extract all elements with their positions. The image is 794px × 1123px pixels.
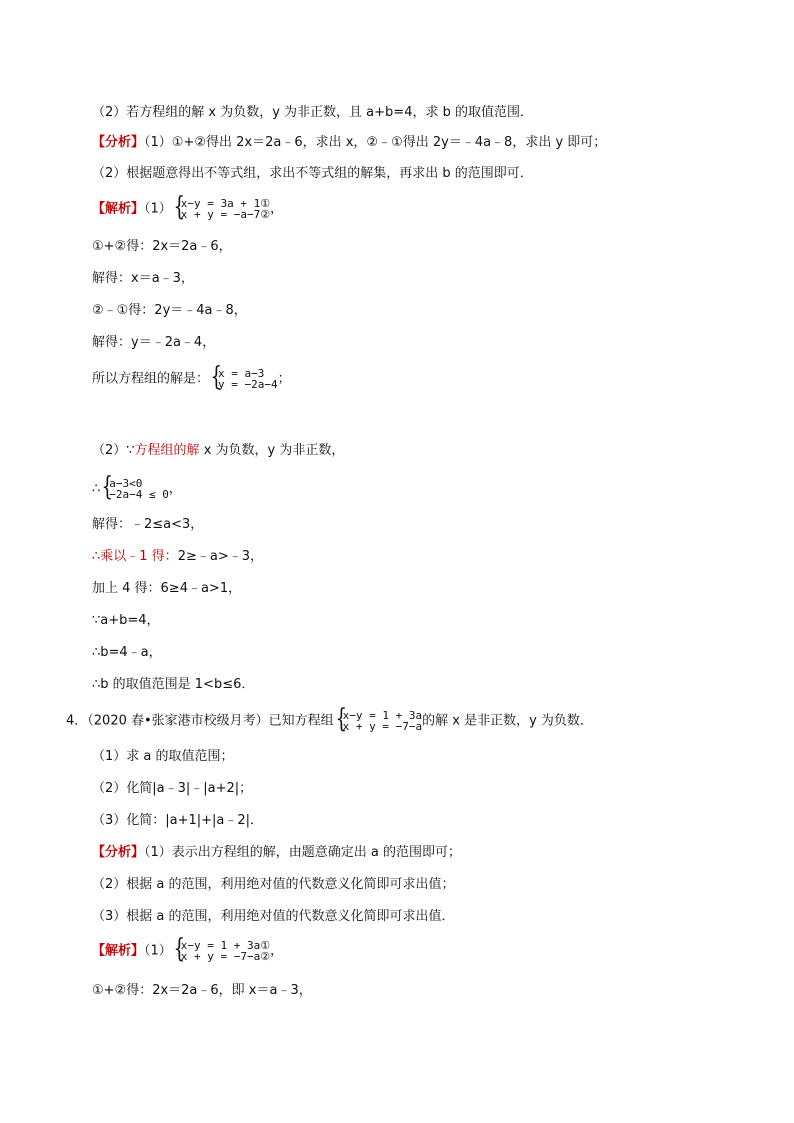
step-b-range: ∴b 的取值范围是 1<b≤6．: [92, 677, 255, 692]
step-solve-y: 解得：y＝﹣2a﹣4，: [92, 335, 216, 350]
solution-system-1: 【解析】（1） { x−y = 3a + 1① x + y = −a−7② ，: [92, 198, 283, 220]
step-solve-x: 解得：x＝a﹣3，: [92, 271, 194, 286]
analysis-line-1: 【分析】（1）①+②得出 2x＝2a﹣6，求出 x，②﹣①得出 2y＝﹣4a﹣8，求出 y 即可；: [92, 135, 607, 150]
analysis4-line-1: 【分析】（1）表示出方程组的解，由题意确定出 a 的范围即可；: [92, 845, 462, 860]
step-b-expression: ∴b=4﹣a，: [92, 645, 162, 660]
step-add-equations: ①+②得：2x＝2a﹣6，: [92, 239, 232, 254]
analysis4-line-3: （3）根据 a 的范围，利用绝对值的代数意义化简即可求出值．: [92, 909, 455, 924]
step-add-four: 加上 4 得：6≥4﹣a>1，: [92, 581, 242, 596]
inequality-brace: { a−3<0 −2a−4 ≤ 0: [100, 478, 169, 500]
analysis4-line-2: （2）根据 a 的范围，利用绝对值的代数意义化简即可求出值；: [92, 877, 455, 892]
question-4: 4．（2020 春•张家港市校级月考）已知方程组 { x−y = 1 + 3a x + y = −7−a 的解 x 是非正数，y 为负数．: [66, 710, 593, 732]
question-4-part2: （2）化简|a﹣3|﹣|a+2|；: [92, 781, 253, 796]
part2-because: （2）∵方程组的解 x 为负数，y 为非正数，: [92, 443, 345, 458]
equation-system: { x−y = 1 + 3a① x + y = −7−a②: [172, 940, 270, 962]
step-sum: ∵a+b=4，: [92, 613, 160, 628]
question-4-part1: （1）求 a 的取值范围；: [92, 749, 234, 764]
equation-system: { x−y = 3a + 1① x + y = −a−7②: [172, 198, 270, 220]
solution-result: 所以方程组的解是： { x = a−3 y = −2a−4 ；: [92, 368, 291, 390]
step-subtract-equations: ②﹣①得：2y＝﹣4a﹣8，: [92, 303, 247, 318]
step-multiply: ∴乘以﹣1 得：2≥﹣a>﹣3，: [92, 549, 263, 564]
solution4-system: 【解析】（1） { x−y = 1 + 3a① x + y = −7−a② ，: [92, 940, 283, 962]
question-part2: （2）若方程组的解 x 为负数，y 为非正数，且 a+b=4，求 b 的取值范围．: [92, 105, 533, 120]
analysis-tag: 【分析】: [92, 135, 145, 150]
solution-tag: 【解析】: [92, 201, 145, 217]
question-4-part3: （3）化简：|a+1|+|a﹣2|．: [92, 813, 264, 828]
step-solve-inequality: 解得：﹣2≤a<3，: [92, 517, 204, 532]
inequality-system: ∴ { a−3<0 −2a−4 ≤ 0 ，: [92, 478, 182, 500]
analysis-tag: 【分析】: [92, 845, 145, 860]
analysis-line-2: （2）根据题意得出不等式组，求出不等式组的解集，再求出 b 的范围即可．: [92, 166, 533, 181]
question-system: { x−y = 1 + 3a x + y = −7−a: [334, 710, 422, 732]
solution4-step-add: ①+②得：2x＝2a﹣6，即 x＝a﹣3，: [92, 983, 312, 998]
solution-tag: 【解析】: [92, 943, 145, 959]
solution-system: { x = a−3 y = −2a−4: [209, 368, 278, 390]
